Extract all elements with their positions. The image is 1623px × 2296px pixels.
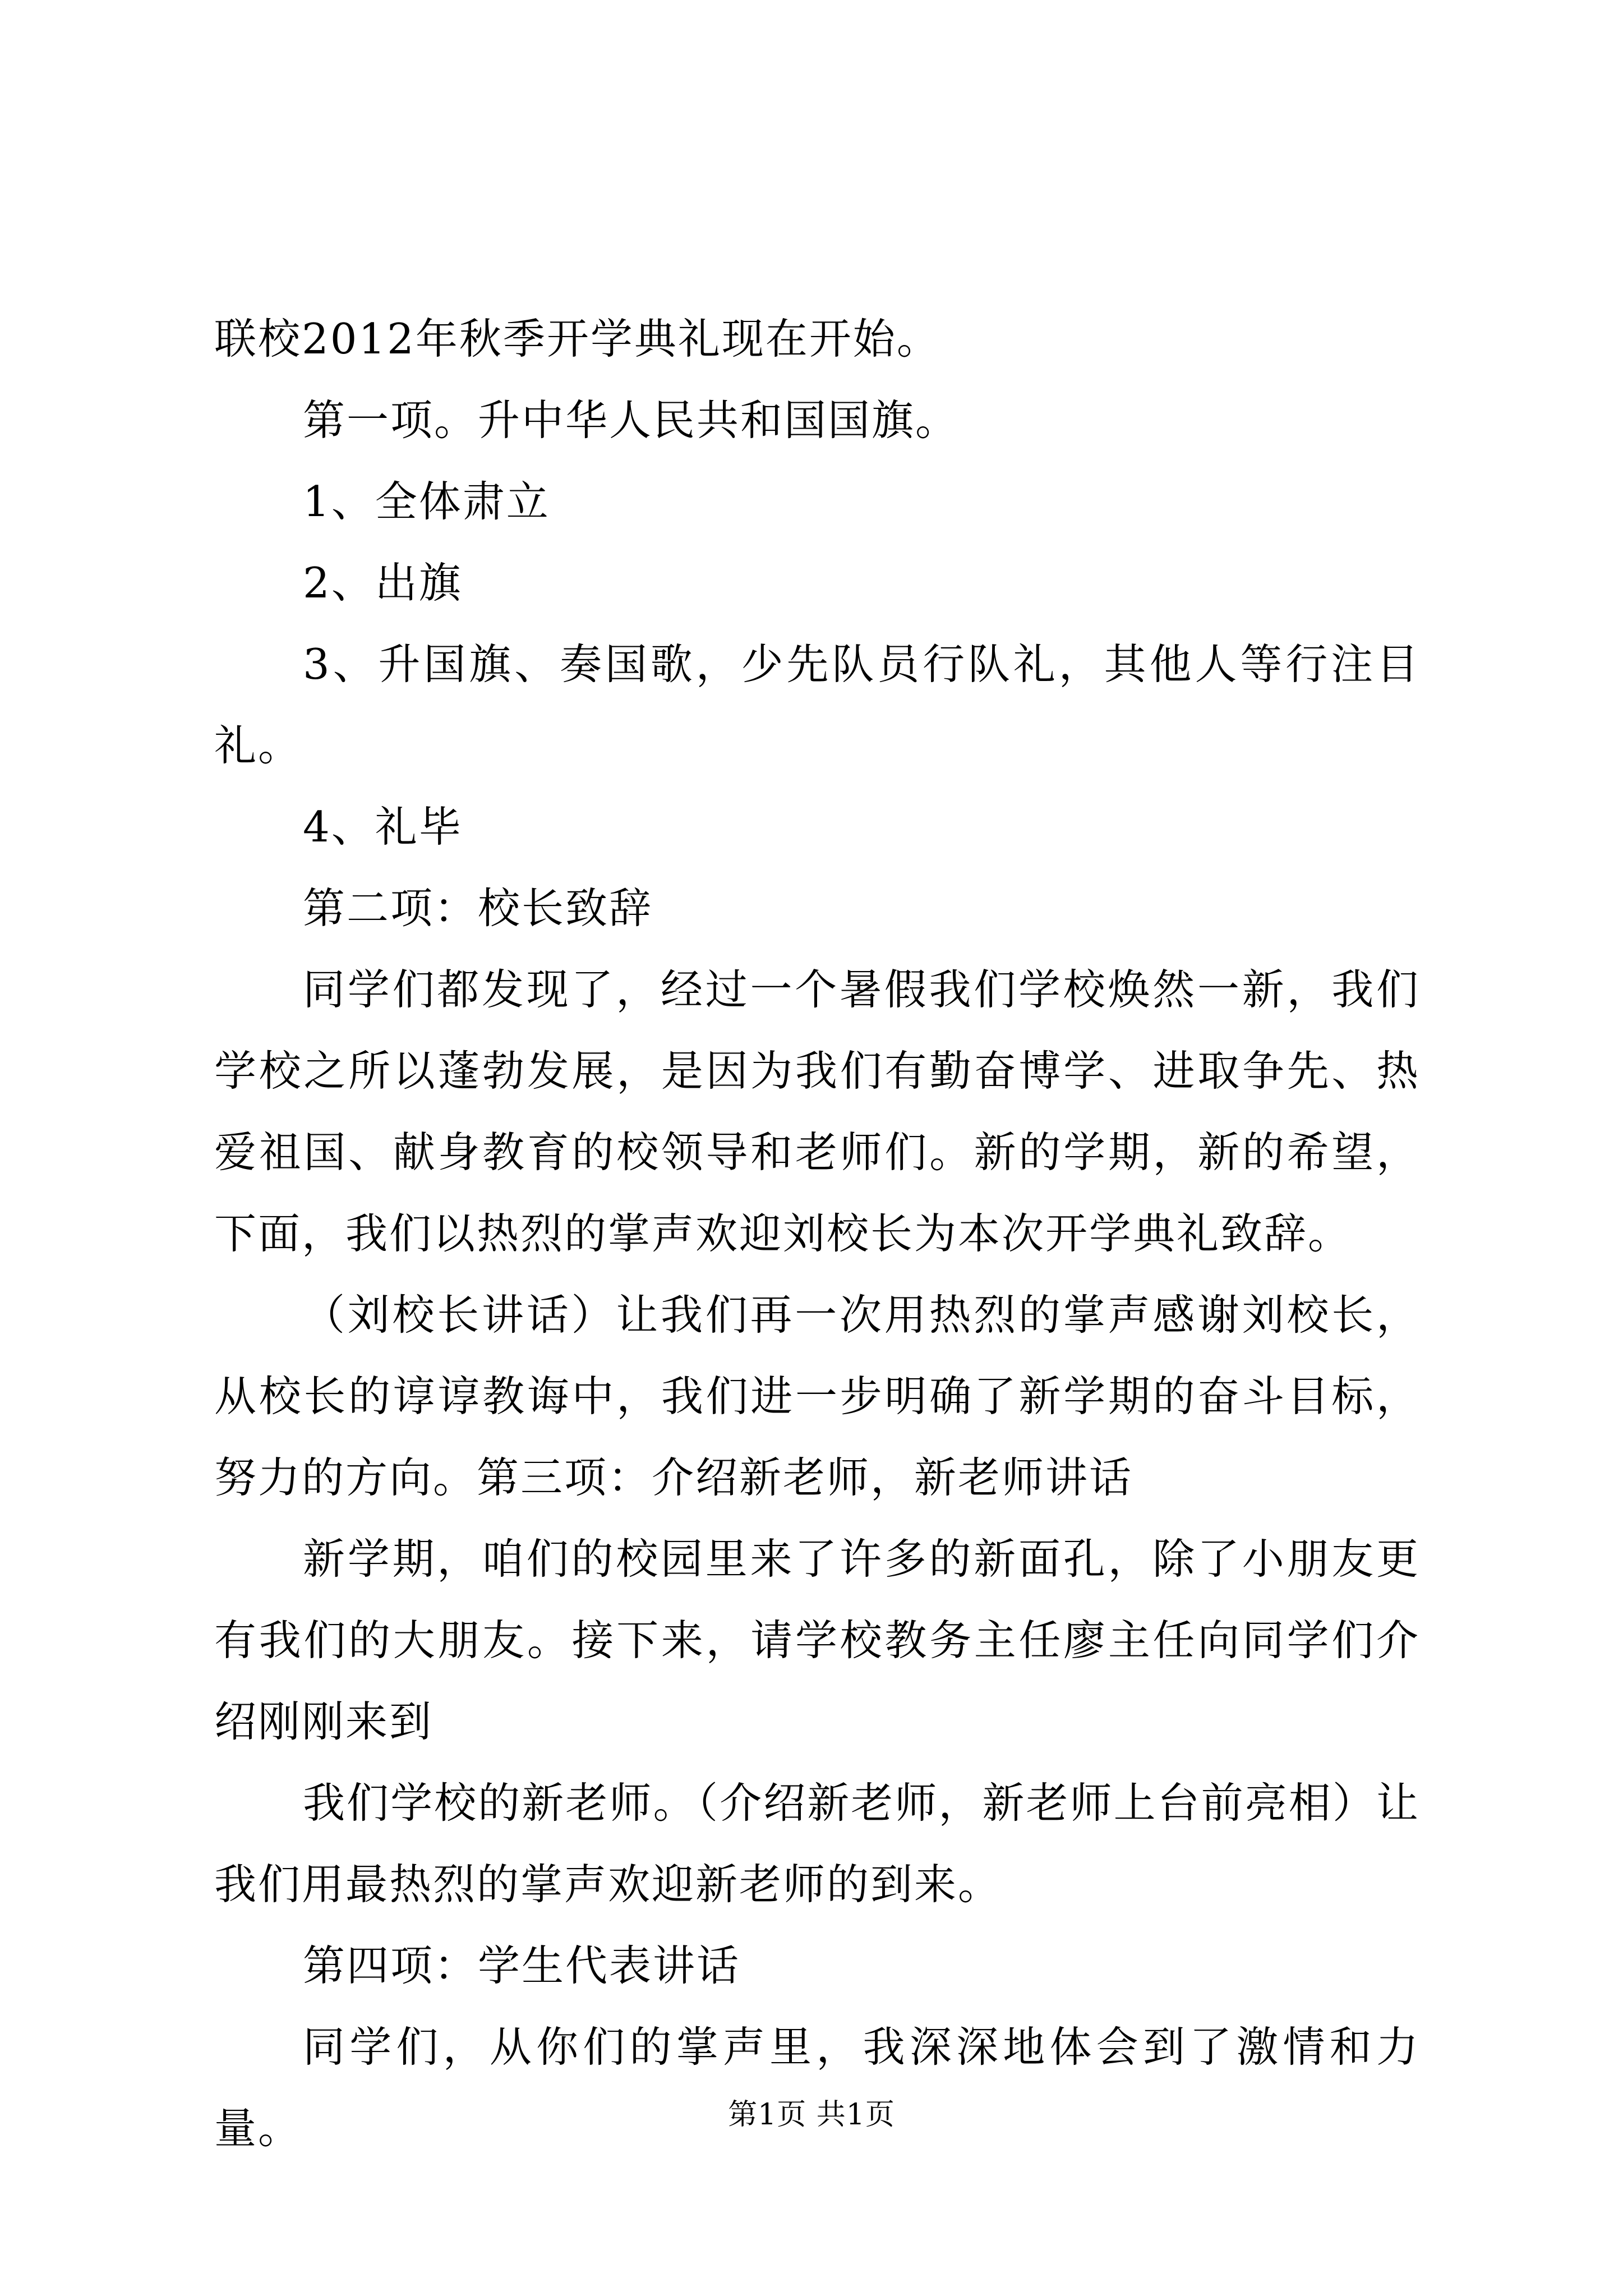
- page-number-footer: 第1页 共1页: [728, 2098, 895, 2132]
- paragraph-item-2-heading: 第二项：校长致辞: [303, 884, 653, 933]
- paragraph-item-4-heading: 第四项：学生代表讲话: [303, 1941, 741, 1990]
- paragraph-step-3: 3、升国旗、奏国歌，少先队员行队礼，其他人等行注目礼。: [214, 639, 1420, 770]
- paragraph-student-speech: 同学们，从你们的掌声里，我深深地体会到了激情和力量。: [214, 2022, 1420, 2153]
- document-body: [214, 298, 1420, 2169]
- paragraph-step-4: 4、礼毕: [303, 802, 463, 852]
- paragraph-step-2: 2、出旗: [303, 558, 463, 608]
- paragraph-step-1: 1、全体肃立: [303, 477, 550, 526]
- paragraph-new-teachers-intro: 新学期，咱们的校园里来了许多的新面孔，除了小朋友更有我们的大朋友。接下来，请学校教务主任廖主任向同学们介绍刚刚来到: [214, 1534, 1420, 1746]
- paragraph-principal-thanks: （刘校长讲话）让我们再一次用热烈的掌声感谢刘校长，从校长的谆谆教诲中，我们进一步明确了新学期的奋斗目标，努力的方向。第三项：介绍新老师，新老师讲话: [214, 1290, 1420, 1502]
- paragraph-new-teachers-welcome: 我们学校的新老师。（介绍新老师，新老师上台前亮相）让我们用最热烈的掌声欢迎新老师的到来。: [214, 1778, 1420, 1909]
- paragraph-opening: 联校2012年秋季开学典礼现在开始。: [214, 314, 940, 364]
- paragraph-item-1-heading: 第一项。升中华人民共和国国旗。: [303, 395, 960, 445]
- paragraph-principal-intro: 同学们都发现了，经过一个暑假我们学校焕然一新，我们学校之所以蓬勃发展，是因为我们有勤奋博学、进取争先、热爱祖国、献身教育的校领导和老师们。新的学期，新的希望，下面，我们以热烈的掌声欢迎刘校长为本次开学典礼致辞。: [214, 965, 1420, 1258]
